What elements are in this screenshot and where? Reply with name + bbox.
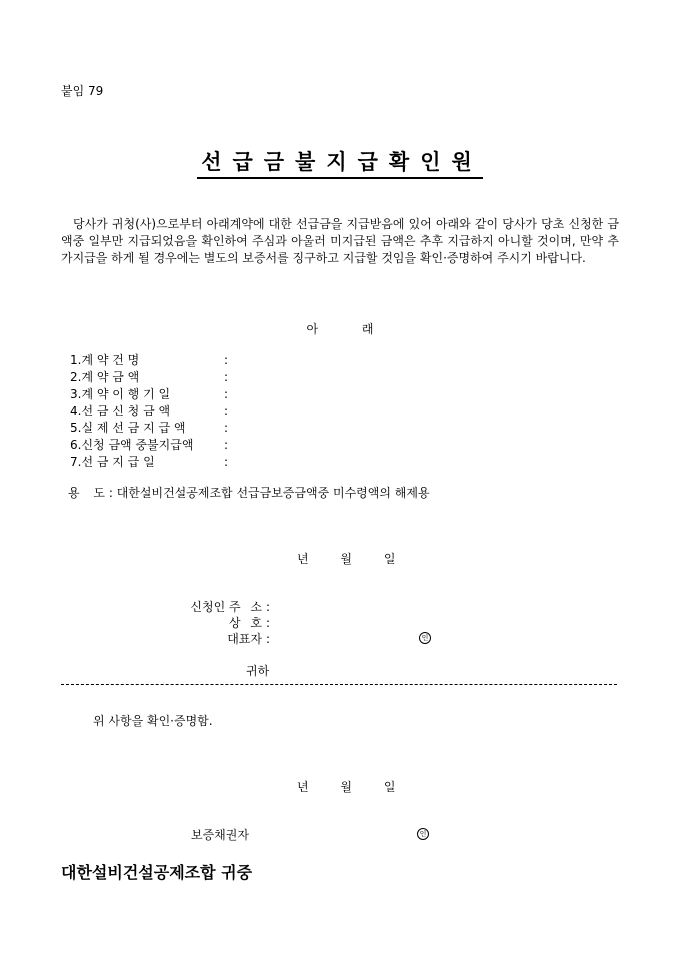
item-row xyxy=(70,352,228,369)
item-colon: : xyxy=(224,404,229,418)
item-label: 1.계 약 건 명 xyxy=(70,353,140,367)
usage-label: 용 도 xyxy=(68,486,105,500)
usage-line xyxy=(68,484,430,501)
date-line: 년 월 일 xyxy=(297,552,396,566)
item-colon: : xyxy=(224,370,229,384)
dashed-divider xyxy=(61,684,617,685)
item-row xyxy=(70,386,228,403)
closing-addressee: 대한설비건설공제조합 귀중 xyxy=(61,863,253,882)
seal-icon: 인 xyxy=(419,632,431,644)
item-colon: : xyxy=(224,353,229,367)
item-label: 6.신청 금액 중불지급액 xyxy=(70,438,194,452)
applicant-colon: : xyxy=(266,600,271,614)
applicant-field-label: 대표자 xyxy=(227,632,262,646)
applicant-row xyxy=(174,599,270,615)
applicant-block xyxy=(174,599,270,647)
item-label: 4.선 금 신 청 금 액 xyxy=(70,404,171,418)
usage-value: 대한설비건설공제조합 선급금보증금액중 미수령액의 해제용 xyxy=(116,486,430,500)
date-line-2: 년 월 일 xyxy=(297,780,396,794)
item-label: 3.계 약 이 행 기 일 xyxy=(70,387,171,401)
recipient-label: 귀하 xyxy=(246,664,270,678)
applicant-colon: : xyxy=(266,616,271,630)
item-label: 5.실 제 선 금 지 급 액 xyxy=(70,421,186,435)
item-colon: : xyxy=(224,438,229,452)
item-colon: : xyxy=(224,455,229,469)
applicant-field-label: 상 호 xyxy=(229,616,262,630)
applicant-heading: 신청인 xyxy=(190,600,226,614)
applicant-colon: : xyxy=(266,632,271,646)
seal-icon: 인 xyxy=(417,828,429,840)
confirmation-text: 위 사항을 확인·증명함. xyxy=(93,714,213,728)
item-label: 2.계 약 금 액 xyxy=(70,370,140,384)
below-heading: 아 래 xyxy=(306,322,374,336)
contract-items-list xyxy=(70,352,228,471)
item-row xyxy=(70,454,228,471)
item-colon: : xyxy=(224,387,229,401)
item-row xyxy=(70,403,228,420)
applicant-field-label: 신청인 주 소 xyxy=(190,600,262,614)
item-row xyxy=(70,369,228,386)
usage-colon: : xyxy=(108,486,113,500)
applicant-row xyxy=(174,615,270,631)
item-label: 7.선 금 지 급 일 xyxy=(70,455,155,469)
attachment-label: 붙임 79 xyxy=(61,84,104,98)
document-title: 선급금불지급확인원 xyxy=(197,149,483,179)
item-colon: : xyxy=(224,421,229,435)
applicant-row xyxy=(174,631,270,647)
item-row xyxy=(70,420,228,437)
document-title-wrap xyxy=(0,146,680,176)
guarantor-label: 보증채권자 xyxy=(191,828,249,842)
intro-paragraph: 당사가 귀청(사)으로부터 아래계약에 대한 선급금을 지급받음에 있어 아래와 같이 당사가 당초 신청한 금액중 일부만 지급되었음을 확인하여 주심과 아울러 미지급된 금액은 추후 지급하지 아니할 것이며, 만약 추가지급을 하게 될 경우에는 별도의 보증서를 징구하고 지급할 것임을 확인·증명하여 주시기 바랍니다. xyxy=(61,217,619,265)
item-row xyxy=(70,437,228,454)
